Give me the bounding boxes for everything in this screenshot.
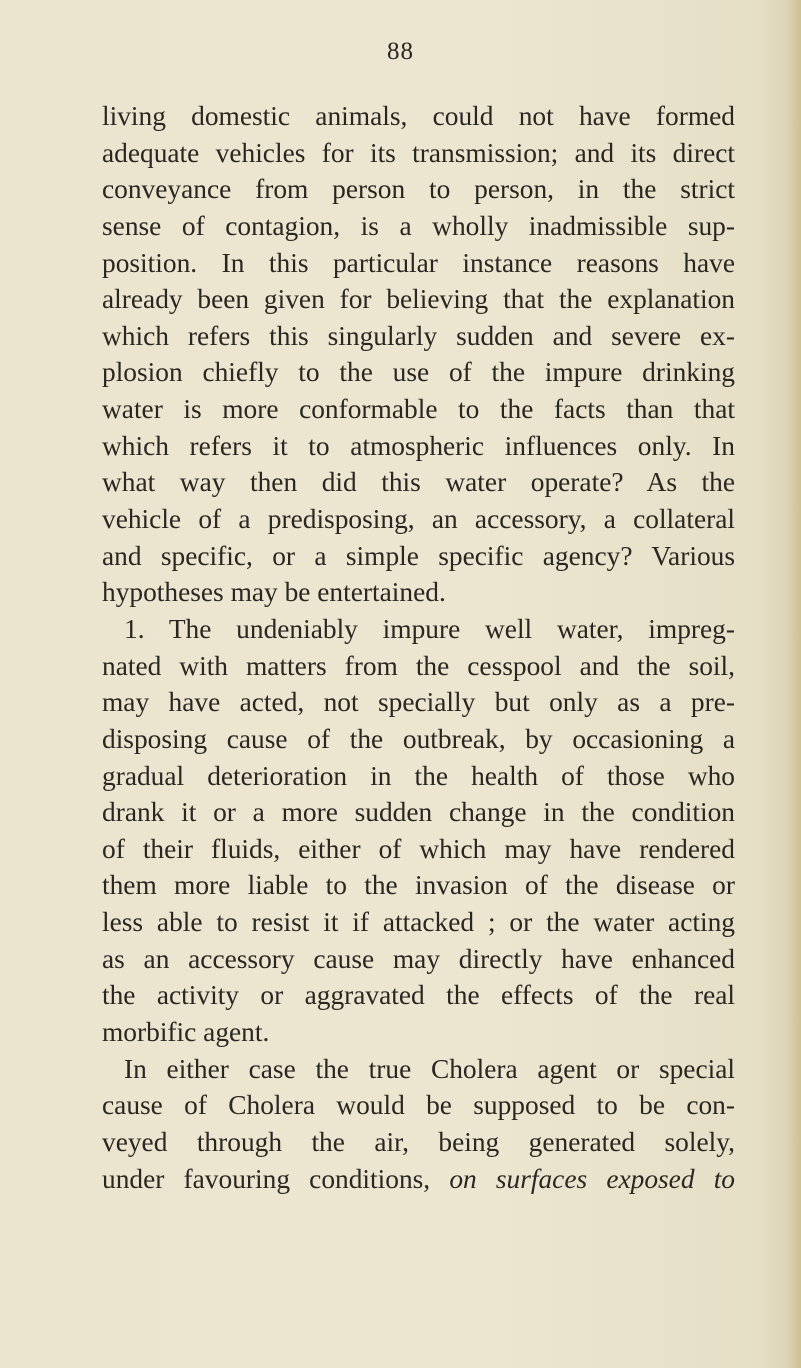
text-line: disposing cause of the outbreak, by occasioning a (102, 723, 735, 754)
text-line: hypotheses may be entertained. (102, 577, 446, 608)
text-line: morbific agent. (102, 1017, 270, 1048)
final-line-roman: under favouring conditions, (102, 1163, 450, 1194)
text-line: water is more conformable to the facts than that (102, 394, 735, 425)
text-line: cause of Cholera would be supposed to be con- (102, 1090, 735, 1121)
text-line: veyed through the air, being generated solely, (102, 1126, 735, 1157)
text-line: less able to resist it if attacked ; or the water acting (102, 907, 735, 938)
text-line: drank it or a more sudden change in the condition (102, 797, 735, 828)
text-line: as an accessory cause may directly have enhanced (102, 943, 735, 974)
text-line: In either case the true Cholera agent or special (124, 1053, 735, 1084)
text-line: what way then did this water operate? As the (102, 467, 735, 498)
text-line: nated with matters from the cesspool and the soil, (102, 650, 735, 681)
text-line: conveyance from person to person, in the strict (102, 174, 735, 205)
page-edge-shadow (787, 0, 801, 1368)
text-line: may have acted, not specially but only as a pre- (102, 687, 735, 718)
text-line: of their fluids, either of which may have rendered (102, 833, 735, 864)
text-line: them more liable to the invasion of the disease or (102, 870, 735, 901)
text-line: vehicle of a predisposing, an accessory, a collateral (102, 504, 735, 535)
text-line: adequate vehicles for its transmission; and its direct (102, 137, 735, 168)
text-line: position. In this particular instance reasons have (102, 247, 735, 278)
page-number: 88 (387, 38, 414, 65)
text-line: already been given for believing that the explanation (102, 284, 735, 315)
text-line: sense of contagion, is a wholly inadmissible sup- (102, 210, 735, 241)
text-line-final (102, 1161, 735, 1198)
text-line: 1. The undeniably impure well water, impreg- (124, 613, 735, 644)
text-line: the activity or aggravated the effects of the real (102, 980, 735, 1011)
final-line-italic: on surfaces exposed to (449, 1163, 735, 1194)
text-line: and specific, or a simple specific agency? Various (102, 540, 735, 571)
text-line: which refers it to atmospheric influences only. In (102, 430, 735, 461)
body-text (102, 98, 735, 1197)
text-line: plosion chiefly to the use of the impure drinking (102, 357, 735, 388)
text-line: gradual deterioration in the health of those who (102, 760, 735, 791)
text-line: which refers this singularly sudden and severe ex- (102, 320, 735, 351)
text-line: living domestic animals, could not have formed (102, 101, 735, 131)
